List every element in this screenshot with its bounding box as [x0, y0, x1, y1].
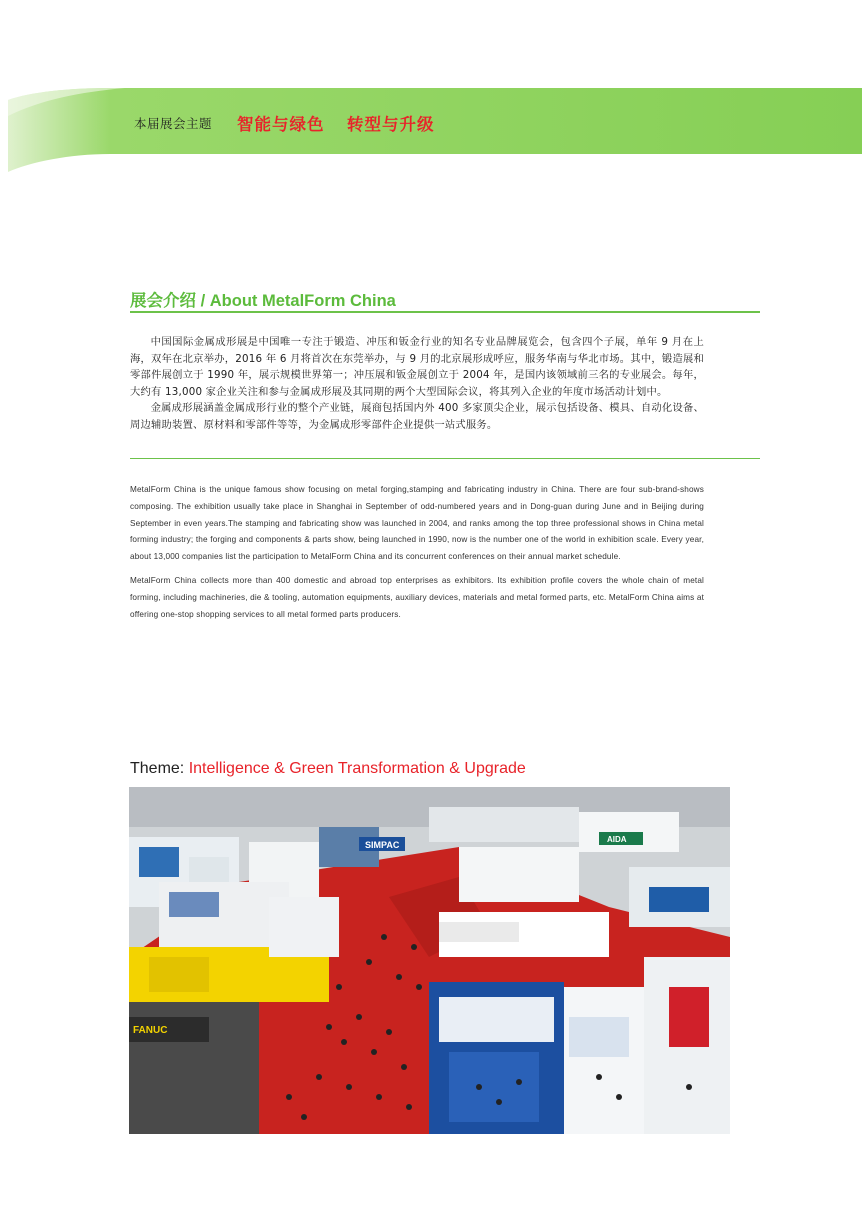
section-title-sep: /: [196, 292, 210, 310]
en-paragraph: MetalForm China collects more than 400 domestic and abroad top enterprises as exhibitors. Its exhibition profile covers the whole chain of metal forming, including machineries, die & tooling, automation equipments, auxiliary devices, materials and metal formed parts, etc. MetalForm China aims at offering one-stop shopping services to all metal formed parts producers.: [130, 575, 704, 619]
theme-highlight: Intelligence & Green Transformation & Upgrade: [188, 760, 526, 777]
chinese-intro: [130, 334, 704, 433]
banner-theme-intelligence: 智能与绿色: [237, 115, 325, 134]
en-paragraph: MetalForm China is the unique famous show focusing on metal forging,stamping and fabricating industry in China. There are four sub-brand-shows composing. The exhibition usually take place in Shanghai in September of odd-numbered years and in Dong-guan during June and in Beijing during September in even years.The stamping and fabricating show was launched in 2004, and ranks among the top three professional shows in China metal forming industry; the forging and components & parts show, being launched in 1990, now is the number one of the world in exhibition scale. Every year, about 13,000 companies list the participation to MetalForm China and its concurrent conferences on their annual market schedule.: [130, 485, 704, 562]
section-title: [130, 287, 396, 311]
sign-simpac: SIMPAC: [365, 840, 400, 850]
banner-theme-transformation: 转型与升级: [347, 115, 435, 134]
theme-line: [130, 760, 526, 778]
banner-label: 本届展会主题: [134, 116, 213, 131]
english-intro: [130, 482, 704, 630]
cn-paragraph: 金属成形展涵盖金属成形行业的整个产业链，展商包括国内外 400 多家顶尖企业，展示包括设备、模具、自动化设备、周边辅助装置、原材料和零部件等等，为金属成形零部件企业提供一站式服务。: [130, 402, 704, 431]
section-title-cn: 展会介绍: [130, 291, 196, 310]
divider-top: [130, 311, 760, 313]
section-title-en: About MetalForm China: [209, 292, 396, 310]
cn-paragraph: 中国国际金属成形展是中国唯一专注于锻造、冲压和钣金行业的知名专业品牌展览会，包含四个子展，单年 9 月在上海，双年在北京举办，2016 年 6 月将首次在东莞举办，与 9 月的北京展形成呼应，服务华南与华北市场。其中，锻造展和零部件展创立于 1990 年，展示规模世界第一；冲压展和钣金展创立于 2004 年，是国内该领域前三名的专业展会。每年，大约有 13,000 家企业关注和参与金属成形展及其同期的两个大型国际会议，将其列入企业的年度市场活动计划中。: [130, 336, 704, 398]
sign-fanuc: FANUC: [133, 1025, 168, 1036]
divider-middle: [130, 458, 760, 459]
theme-label: Theme:: [130, 760, 189, 777]
exhibition-hall-photo: [129, 787, 730, 1134]
sign-aida: AIDA: [607, 835, 627, 844]
